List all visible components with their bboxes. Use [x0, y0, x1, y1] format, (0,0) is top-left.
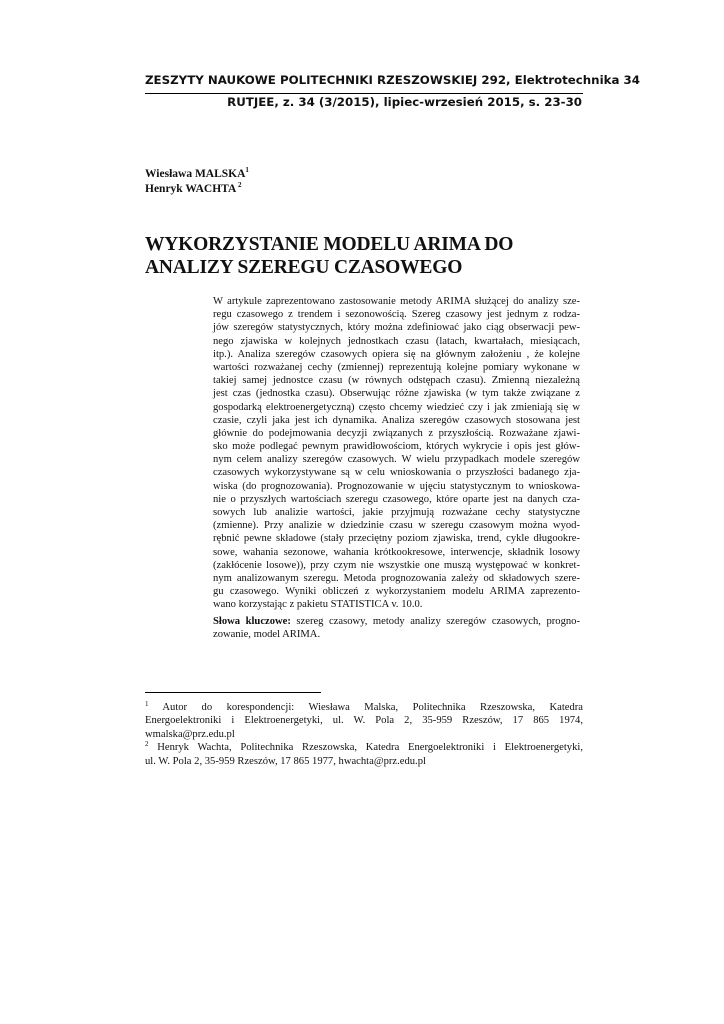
abstract-line: takiej samej jednostce czasu (w równych odstępach czasu). Zmienną niezależną [213, 375, 580, 387]
abstract-line: sowe, wahania sezonowe, wahania krótkookresowe, interwencje, składnik losowy [213, 546, 580, 558]
abstract-line: sko może podlegać pewnym prawidłowościom, których wykrycie i opis jest głów- [213, 441, 580, 453]
abstract-line: nym analizowanym szeregu. Metoda prognozowania zależy od składowych szere- [213, 572, 580, 584]
paper-title-line-2: ANALIZY SZEREGU CZASOWEGO [145, 257, 463, 278]
footnote-1-line-3: wmalska@prz.edu.pl [145, 728, 235, 740]
paper-title [145, 233, 513, 279]
abstract-line: gu czasowego. Wyniki obliczeń z wykorzystaniem modelu ARIMA zaprezento- [213, 586, 580, 598]
abstract-line: nym celem analizy szeregów czasowych. W wielu przypadkach modele szeregów [213, 454, 580, 466]
footnotes [145, 701, 583, 768]
abstract-line: gospodarką elektroenergetyczną) często chcemy wiedzieć czy i jak zmieniają się w [213, 401, 580, 413]
abstract-line: czasowych wykorzystywane są w celu wnioskowania o przyszłości badanego zja- [213, 467, 580, 479]
author-2 [145, 182, 249, 197]
abstract-line: jest czas (jednostka czasu). Obserwując różne zjawiska (w tym także związane z [213, 388, 580, 400]
author-1-name: Wiesława MALSKA [145, 168, 246, 180]
header-rule [145, 93, 583, 94]
footnote-1 [145, 701, 583, 741]
author-1-footnote-mark: 1 [245, 166, 249, 174]
abstract-line: (zmienne). Przy analizie w dziedzinie czasu w szeregu czasowym można wyod- [213, 520, 580, 532]
author-2-footnote-mark: 2 [236, 181, 242, 189]
keywords-line-1 [213, 615, 580, 628]
paper-title-line-1: WYKORZYSTANIE MODELU ARIMA DO [145, 234, 514, 255]
keywords-text-1: szereg czasowy, metody analizy szeregów czasowych, progno- [290, 616, 580, 627]
abstract-line: W artykule zaprezentowano zastosowanie metody ARIMA służącej do analizy sze- [213, 296, 580, 307]
author-list [145, 167, 249, 197]
abstract-line: itp.). Analiza szeregów czasowych opiera się na głównym założeniu , że kolejne [213, 348, 580, 360]
footnote-2 [145, 741, 583, 768]
footnote-2-text-1: Henryk Wachta, Politechnika Rzeszowska, Katedra Energoelektroniki i Elektroenergetyki, [148, 742, 583, 754]
abstract [213, 295, 580, 612]
footnote-2-line-1 [145, 741, 583, 754]
footnote-1-line-2: Energoelektroniki i Elektroenergetyki, ul. W. Pola 2, 35-959 Rzeszów, 17 865 1974, [145, 715, 583, 727]
abstract-line: wartości rozważanej cechy (zmiennej) reprezentują kolejne pomiary wykonane w [213, 361, 580, 373]
abstract-line: czasie, czyli jaka jest ich dynamika. Analiza szeregów czasowych stosowana jest [213, 414, 580, 426]
footnote-1-mark: 1 [145, 700, 149, 708]
abstract-line: nego zjawiska w kolejnych jednostkach czasu (latach, kwartałach, miesiącach, [213, 335, 580, 347]
abstract-line: (zakłócenie losowe)), przy czym nie wszystkie one muszą występować w konkret- [213, 559, 580, 571]
keywords-line-2: zowanie, model ARIMA. [213, 629, 321, 641]
abstract-line: wano korzystając z pakietu STATISTICA v. 10.0. [213, 599, 423, 611]
author-1 [145, 167, 249, 182]
journal-header [145, 72, 640, 111]
keywords-label: Słowa kluczowe: [213, 616, 291, 627]
footnote-2-mark: 2 [145, 740, 149, 749]
abstract-line: rębnić pewne składowe (stały przeciętny poziom zjawiska, trend, cykle długookre- [213, 533, 580, 545]
abstract-line: głównie do podejmowania decyzji związanych z przyszłością. Rozważane zjawi- [213, 427, 580, 439]
footnote-1-text-1: Autor do korespondencji: Wiesława Malska, Politechnika Rzeszowska, Katedra [148, 702, 583, 713]
footnote-1-line-1 [145, 701, 583, 714]
footnote-separator [145, 692, 321, 693]
abstract-line: nie o przyszłych wartościach szeregu czasowego, które oparte jest na danych cza- [213, 493, 580, 505]
abstract-line: jów szeregów statystycznych, który można zdefiniować jako ciąg obserwacji pew- [213, 322, 580, 334]
footnote-2-line-2: ul. W. Pola 2, 35-959 Rzeszów, 17 865 1977, hwachta@prz.edu.pl [145, 755, 426, 767]
author-2-name: Henryk WACHTA [145, 183, 237, 195]
abstract-line: regu czasowego z trendem i sezonowością. Szereg czasowy jest jednym z rodza- [213, 309, 580, 321]
journal-name: ZESZYTY NAUKOWE POLITECHNIKI RZESZOWSKIEJ 292, Elektrotechnika 34 [145, 73, 640, 87]
journal-issue-info: RUTJEE, z. 34 (3/2015), lipiec-wrzesień 2015, s. 23-30 [227, 95, 582, 109]
abstract-line: wiska (do prognozowania). Prognozowanie w ujęciu statystycznym to wnioskowa- [213, 480, 580, 492]
keywords [213, 615, 580, 641]
abstract-line: sowych lub analizie wartości, jakie przyjmują rozważane cechy statystyczne [213, 507, 580, 518]
